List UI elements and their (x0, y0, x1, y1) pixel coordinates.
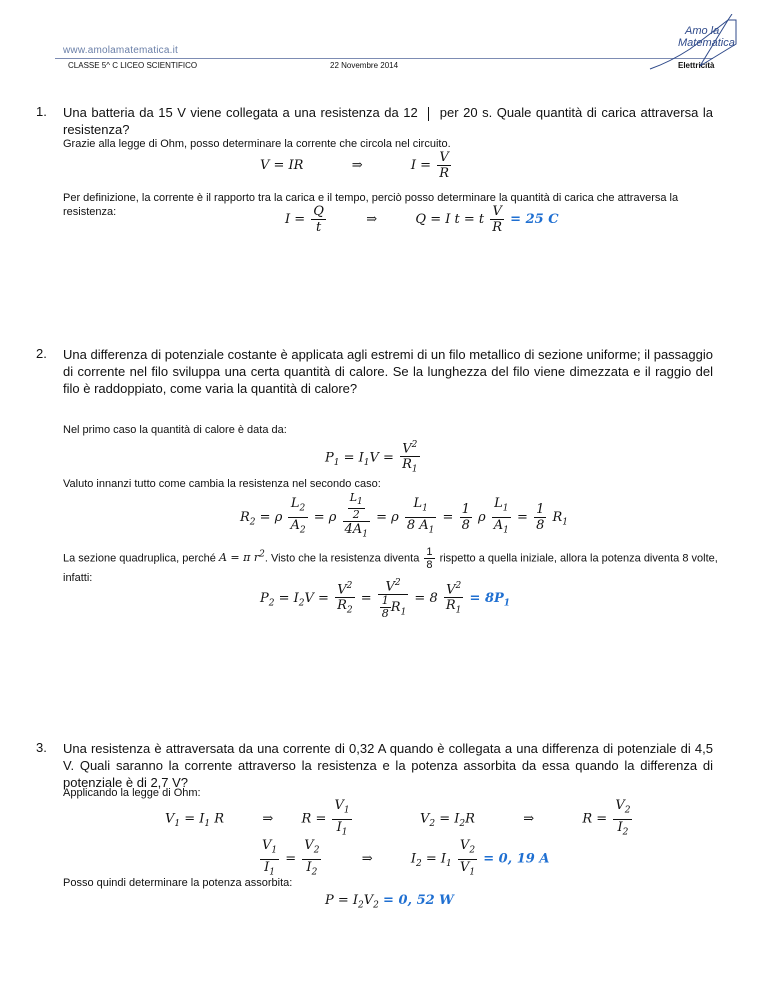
header-rule (55, 58, 713, 59)
q1-text-b: per 20 s. Quale quantità di carica attraversa la resistenza? (63, 105, 713, 137)
q1-para2: Per definizione, la corrente è il rapporto tra la carica e il tempo, perciò posso determinare la quantità di carica che attraversa la resistenza: (63, 192, 679, 218)
omega-placeholder (428, 107, 429, 121)
q2-eq-p2: $P_2 = I_2V$ = $\frac{V^2}{R_2}$ = $V^2$ $\frac{1}{8}$ $R_1$ = 8 $\frac{V^2}{R_1}$ = $8P_1$ (260, 578, 511, 621)
q1-eq-ohm: V = IR ⇒ I = $\frac{V}{R}$ (260, 150, 450, 181)
q3-eq-ohm2: $V_2 = I_2R$ ⇒ R = $\frac{V_2}{I_2}$ (420, 798, 631, 838)
site-url[interactable]: www.amolamatematica.it (63, 45, 178, 56)
q3-para2: Posso quindi determinare la potenza assorbita: (63, 877, 293, 889)
q1-text (63, 104, 713, 138)
q2-para3: La sezione quadruplica, perché A = π $r^2$. Visto che la resistenza diventa $\frac{1}{8}$ rispetto a quella iniziale, allora la potenza diventa 8 volte, infatti: (63, 546, 718, 584)
q2-para3-a: La sezione quadruplica, perché (63, 552, 216, 565)
q2-eq-p1: $P_1 = I_1V$ = $\frac{V^2}{R_1}$ (325, 440, 418, 475)
q2-para1: Nel primo caso la quantità di calore è data da: (63, 424, 287, 436)
q3-eq-ohm1: $V_1 = I_1$ R ⇒ R = $\frac{V_1}{I_1}$ (165, 798, 350, 838)
q2-para3-b: . Visto che la resistenza diventa (264, 552, 420, 565)
q3-eq-current: $\frac{V_1}{I_1}$ = $\frac{V_2}{I_2}$ ⇒ $I_2 = I_1$ $\frac{V_2}{V_1}$ = 0, 19 A (262, 838, 550, 878)
q3-para1: Applicando la legge di Ohm: (63, 787, 201, 799)
q3-number: 3. (36, 740, 47, 755)
q2-eq-r2: $R_2 = \rho$ $\frac{L_2}{A_2}$ = ρ $\frac{\frac{L_1}{2}}{4A_1}$ = ρ $\frac{L_1}{8 A_1}$ = $\frac{1}{8}$ ρ $\frac{L_1}{A_1}$ = $\frac{1}{8}$ $R_1$ (240, 491, 569, 540)
q2-result: = $8P_1$ (469, 590, 511, 609)
q2-text: Una differenza di potenziale costante è applicata agli estremi di un filo metallico di sezione uniforme; il passaggio di corrente nel filo sviluppa una certa quantità di calore. Se la lunghezza del filo viene dimezzata e il raggio del filo è raddoppiato, come varia la quantità di calore? (63, 347, 713, 396)
q2-para3-c: rispetto a quella iniziale, allora la potenza diventa 8 volte, infatti: (63, 552, 718, 584)
subject-label: Elettricità (678, 61, 715, 70)
logo-line2: Matematica (678, 37, 735, 49)
q2-number: 2. (36, 346, 47, 361)
date-label: 22 Novembre 2014 (330, 61, 399, 70)
q1-number: 1. (36, 104, 47, 119)
logo-line1: Amo la (685, 25, 720, 37)
q2-para2: Valuto innanzi tutto come cambia la resistenza nel secondo caso: (63, 478, 381, 490)
q1-text-a: Una batteria da 15 V viene collegata a una resistenza da 12 (63, 105, 418, 120)
q3-result-power: = 0, 52 W (383, 893, 454, 908)
q1-para1: Grazie alla legge di Ohm, posso determinare la corrente che circola nel circuito. (63, 138, 451, 150)
q1-result: = 25 C (510, 212, 559, 227)
q3-eq-power: $P = I_2V_2 = 0$, 52 W (325, 893, 454, 911)
amo-la-matematica-logo-icon (640, 14, 740, 74)
class-label: CLASSE 5^ C LICEO SCIENTIFICO (68, 61, 198, 70)
q1-eq-charge: I = $\frac{Q}{t}$ ⇒ Q = I t = t $\frac{V}{R}$ = 25 C (285, 204, 559, 235)
q3-result-current: = 0, 19 A (483, 851, 550, 867)
q3-text: Una resistenza è attraversata da una corrente di 0,32 A quando è collegata a una differenza di potenziale di 4,5 V. Quali saranno la corrente attraverso la resistenza e la potenza assorbita da essa quando la differenza di potenziale è di 2,7 V? (63, 741, 713, 790)
